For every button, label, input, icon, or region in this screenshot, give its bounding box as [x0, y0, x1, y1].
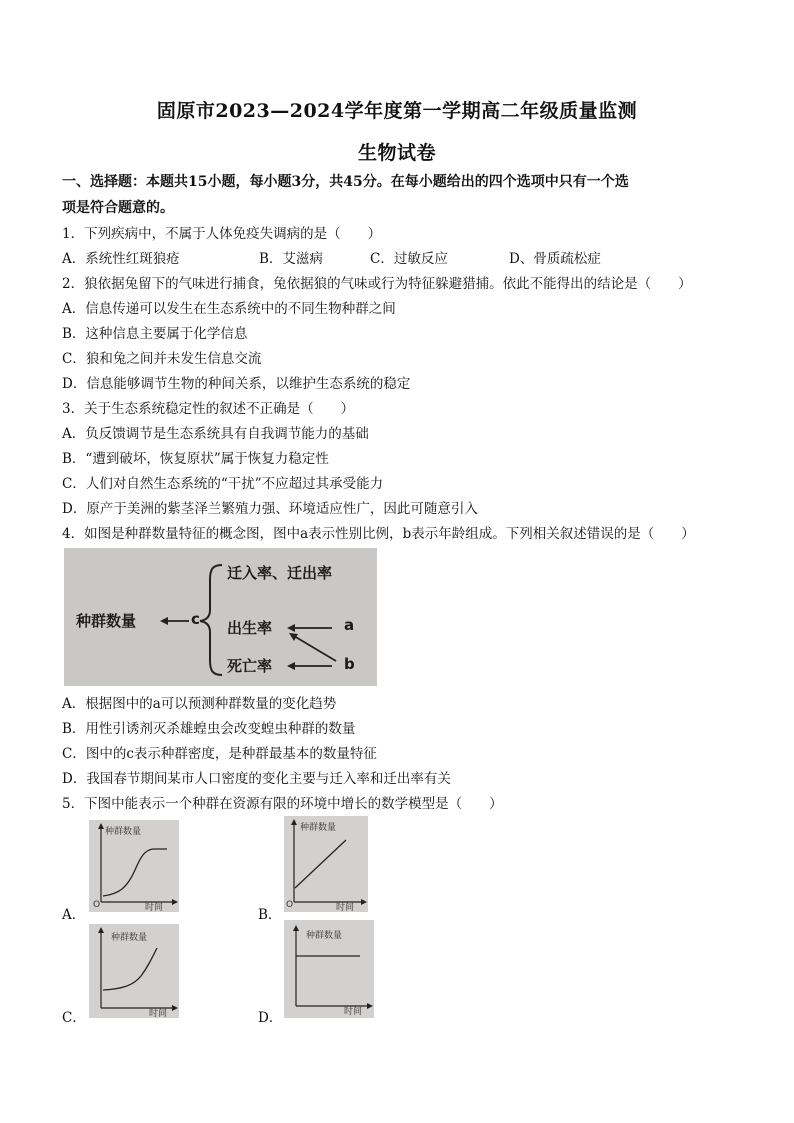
label-birth-rate: 出生率: [227, 619, 273, 637]
exam-subtitle: 生物试卷: [357, 142, 436, 164]
q3-option-c[interactable]: C．人们对自然生态系统的“干扰”不应超过其承受能力: [62, 476, 384, 492]
population-concept-figure: [64, 548, 377, 686]
exam-title: 固原市2023—2024学年度第一学期高二年级质量监测: [156, 100, 638, 122]
arrowhead-population: [160, 617, 168, 625]
q2-option-c[interactable]: C．狼和兔之间并未发生信息交流: [62, 351, 262, 367]
q1-option-d[interactable]: D、骨质疏松症: [509, 251, 601, 267]
graph-d-ylabel: 种群数量: [306, 931, 343, 941]
s-curve: [103, 849, 167, 896]
q2-option-a[interactable]: A．信息传递可以发生在生态系统中的不同生物种群之间: [62, 301, 396, 317]
graph-a-xlabel: 时间: [145, 903, 164, 913]
q1-option-a[interactable]: A．系统性红斑狼疮: [62, 251, 180, 267]
q5-letter-a[interactable]: A．: [62, 907, 86, 923]
q5-graph-d[interactable]: [284, 920, 374, 1018]
q2-option-d[interactable]: D．信息能够调节生物的种间关系，以维护生态系统的稳定: [62, 376, 411, 392]
q5-graph-b[interactable]: [284, 816, 368, 912]
q5-letter-d[interactable]: D．: [258, 1010, 283, 1026]
label-death-rate: 死亡率: [227, 657, 273, 675]
q3-stem: 3．关于生态系统稳定性的叙述不正确是（ ）: [62, 401, 355, 417]
graph-d-xlabel: 时间: [344, 1007, 363, 1017]
arrow-b-to-birth: [294, 636, 336, 661]
graph-b-xlabel: 时间: [336, 903, 355, 913]
q2-option-b[interactable]: B．这种信息主要属于化学信息: [62, 326, 248, 342]
q5-letter-b[interactable]: B．: [258, 907, 282, 923]
q4-option-a[interactable]: A．根据图中的a可以预测种群数量的变化趋势: [62, 696, 337, 712]
graph-b-ylabel: 种群数量: [300, 823, 337, 833]
q5-stem: 5．下图中能表示一个种群在资源有限的环境中增长的数学模型是（ ）: [62, 796, 503, 812]
brace-shape: [200, 565, 222, 675]
q5-graph-a[interactable]: [89, 820, 179, 912]
q3-option-d[interactable]: D．原产于美洲的紫茎泽兰繁殖力强、环境适应性广，因此可随意引入: [62, 501, 478, 517]
graph-a-origin: O: [93, 900, 101, 910]
q4-option-b[interactable]: B．用性引诱剂灭杀雄蝗虫会改变蝗虫种群的数量: [62, 721, 356, 737]
q4-stem: 4．如图是种群数量特征的概念图，图中a表示性别比例，b表示年龄组成。下列相关叙述错误的是（ ）: [62, 526, 695, 542]
q1-option-b[interactable]: B．艾滋病: [259, 251, 323, 267]
q2-stem: 2．狼依据兔留下的气味进行捕食，兔依据狼的气味或行为特征躲避猎捕。依此不能得出的结论是（ ）: [62, 276, 692, 292]
label-a: a: [344, 616, 355, 634]
q5-graph-c[interactable]: [89, 924, 179, 1018]
q1-options: [62, 250, 742, 268]
arrowhead-birth-a: [287, 624, 295, 632]
q3-option-b[interactable]: B．“遭到破坏，恢复原状”属于恢复力稳定性: [62, 451, 329, 467]
section-heading-line1: 一、选择题：本题共15小题，每小题3分，共45分。在每小题给出的四个选项中只有一个选: [62, 174, 629, 190]
graph-b-origin: O: [286, 900, 294, 910]
j-curve: [103, 948, 157, 990]
section-heading-line2: 项是符合题意的。: [62, 200, 174, 216]
graph-c-xlabel: 时间: [149, 1009, 168, 1019]
q4-option-c[interactable]: C．图中的c表示种群密度，是种群最基本的数量特征: [62, 746, 377, 762]
q3-option-a[interactable]: A．负反馈调节是生态系统具有自我调节能力的基础: [62, 426, 369, 442]
label-population: 种群数量: [76, 612, 137, 630]
label-b: b: [344, 655, 355, 673]
label-c: c: [191, 610, 200, 628]
graph-a-ylabel: 种群数量: [105, 827, 142, 837]
label-migration: 迁入率、迁出率: [227, 564, 333, 582]
arrowhead-death: [287, 662, 295, 670]
graph-c-ylabel: 种群数量: [111, 933, 148, 943]
q4-option-d[interactable]: D．我国春节期间某市人口密度的变化主要与迁入率和迁出率有关: [62, 771, 451, 787]
q5-letter-c[interactable]: C．: [62, 1010, 86, 1026]
q1-stem: 1．下列疾病中，不属于人体免疫失调病的是（ ）: [62, 226, 382, 242]
q1-option-c[interactable]: C．过敏反应: [370, 251, 448, 267]
linear-line: [295, 840, 346, 888]
